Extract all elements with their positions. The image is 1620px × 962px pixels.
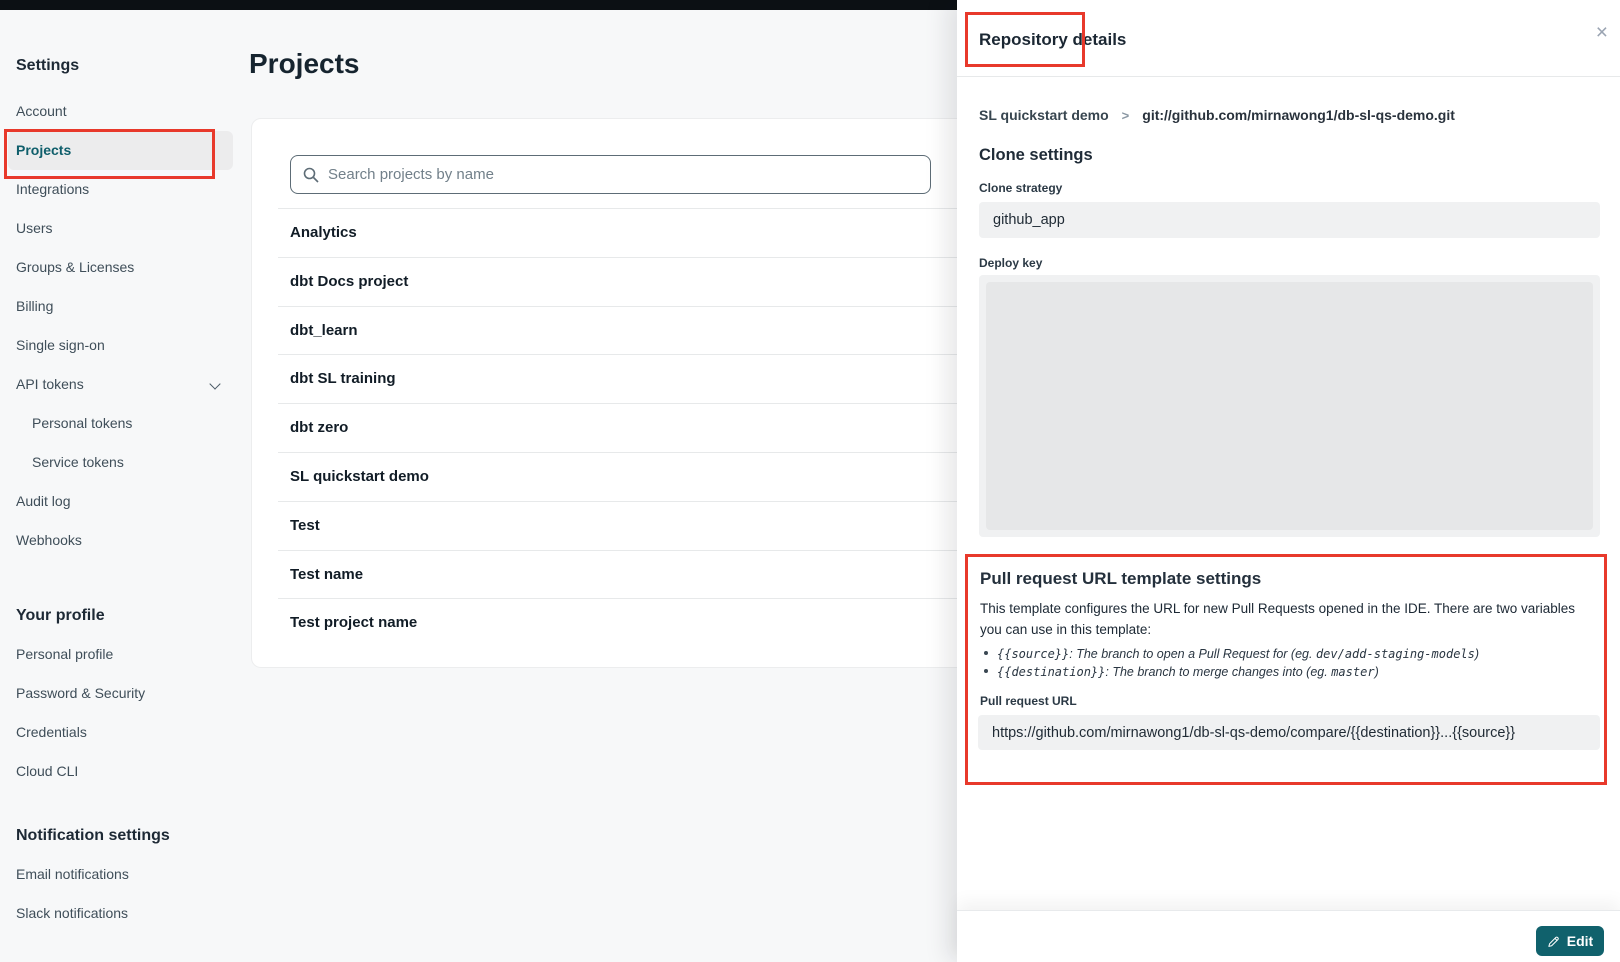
sidebar-item-groups-licenses[interactable]: Groups & Licenses: [16, 259, 135, 275]
bullet-icon: [984, 651, 988, 655]
project-row-sl-quickstart-demo[interactable]: SL quickstart demo: [278, 452, 1556, 501]
deploy-key-textarea[interactable]: [986, 282, 1593, 530]
sidebar-item-credentials[interactable]: Credentials: [16, 724, 87, 740]
sidebar-heading-your-profile: Your profile: [16, 607, 105, 624]
variable-source-suffix: ): [1474, 647, 1480, 661]
variable-source-example: dev/add-staging-models: [1315, 647, 1475, 661]
page-title: Projects: [249, 48, 360, 79]
variable-source-desc: : The branch to open a Pull Request for (eg.: [1069, 647, 1316, 661]
project-row-dbt-learn[interactable]: dbt_learn: [278, 306, 1556, 355]
pull-request-url-input[interactable]: [978, 715, 1600, 750]
pull-request-template-section: [965, 554, 1607, 785]
breadcrumb-repo-url: git://github.com/mirnawong1/db-sl-qs-demo.git: [1142, 107, 1455, 123]
sidebar-item-account[interactable]: Account: [16, 103, 67, 119]
sidebar-item-audit-log[interactable]: Audit log: [16, 493, 71, 509]
bullet-icon: [984, 669, 988, 673]
sidebar-heading-notification-settings: Notification settings: [16, 827, 170, 844]
pr-section-heading: Pull request URL template settings: [980, 569, 1262, 588]
close-icon[interactable]: ×: [1595, 21, 1608, 44]
sidebar-item-projects[interactable]: Projects: [8, 131, 233, 170]
project-row-analytics[interactable]: Analytics: [278, 208, 1556, 257]
breadcrumb-separator-icon: >: [1121, 107, 1130, 123]
clone-strategy-value: github_app: [979, 202, 1600, 238]
sidebar-item-integrations[interactable]: Integrations: [16, 181, 90, 197]
project-row-test-name[interactable]: Test name: [278, 550, 1556, 599]
sidebar-item-cloud-cli[interactable]: Cloud CLI: [16, 763, 79, 779]
edit-button-label: Edit: [1566, 933, 1594, 949]
search-icon: [303, 167, 319, 183]
sidebar-item-api-tokens[interactable]: [8, 365, 233, 404]
pr-variable-list: [980, 645, 1594, 681]
project-row-dbt-zero[interactable]: dbt zero: [278, 403, 1556, 452]
variable-destination-example: master: [1331, 665, 1375, 679]
sidebar-item-billing[interactable]: Billing: [16, 298, 54, 314]
sidebar-item-service-tokens[interactable]: Service tokens: [32, 454, 124, 470]
pr-variable-source: [980, 645, 1594, 663]
sidebar-item-users[interactable]: Users: [16, 220, 53, 236]
variable-destination-suffix: ): [1374, 665, 1379, 679]
drawer-header: [957, 0, 1620, 77]
variable-source-token: {{source}}: [997, 647, 1070, 661]
breadcrumb: [979, 104, 1455, 126]
clone-strategy-label: Clone strategy: [979, 181, 1063, 195]
project-row-dbt-sl-training[interactable]: dbt SL training: [278, 354, 1556, 403]
sidebar-item-email-notifications[interactable]: Email notifications: [16, 866, 129, 882]
deploy-key-label: Deploy key: [979, 256, 1043, 270]
repository-details-drawer: [957, 0, 1620, 962]
project-row-test[interactable]: Test: [278, 501, 1556, 550]
chevron-down-icon: [209, 378, 220, 389]
variable-destination-desc: : The branch to merge changes into (eg.: [1105, 665, 1332, 679]
pencil-icon: [1547, 935, 1560, 948]
project-row-test-project-name[interactable]: Test project name: [278, 598, 1556, 647]
sidebar-item-password-security[interactable]: Password & Security: [16, 685, 146, 701]
sidebar-item-personal-tokens[interactable]: Personal tokens: [32, 415, 133, 431]
sidebar-heading-settings: Settings: [16, 57, 80, 74]
pull-request-url-label: Pull request URL: [980, 694, 1077, 708]
sidebar-item-label: API tokens: [16, 376, 84, 392]
settings-sidebar: [0, 10, 247, 962]
pr-section-description: This template configures the URL for new Pull Requests opened in the IDE. There are two variables you can use in this template:: [980, 601, 1576, 637]
search-input[interactable]: [328, 166, 918, 183]
drawer-title: Repository details: [979, 30, 1127, 49]
drawer-footer: [957, 910, 1620, 962]
breadcrumb-project[interactable]: SL quickstart demo: [979, 107, 1109, 123]
deploy-key-field: [979, 275, 1600, 537]
sidebar-item-single-sign-on[interactable]: Single sign-on: [16, 337, 105, 353]
pr-variable-destination: [980, 663, 1594, 681]
clone-settings-heading: Clone settings: [979, 146, 1093, 164]
project-row-dbt-docs-project[interactable]: dbt Docs project: [278, 257, 1556, 306]
sidebar-item-slack-notifications[interactable]: Slack notifications: [16, 905, 129, 921]
sidebar-item-personal-profile[interactable]: Personal profile: [16, 646, 114, 662]
sidebar-item-webhooks[interactable]: Webhooks: [16, 532, 82, 548]
edit-button[interactable]: [1536, 926, 1604, 956]
variable-destination-token: {{destination}}: [997, 665, 1106, 679]
project-search[interactable]: [290, 155, 931, 194]
